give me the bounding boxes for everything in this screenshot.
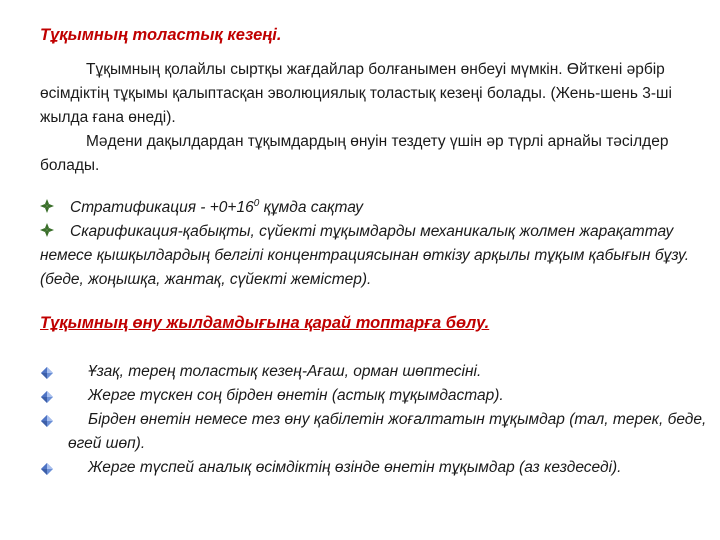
gem-bullet-icon — [40, 460, 54, 474]
stratification-text: Стратификация - +0+16 — [70, 199, 254, 217]
group-item-text: Бірден өнетін немесе тез өну қабілетін жоғалтатын тұқымдар (тал, терек, беде, өгей шөп). — [68, 411, 707, 452]
groups-list — [40, 360, 720, 480]
list-item — [40, 456, 720, 480]
intro-paragraph — [40, 58, 710, 178]
stratification-text-end: құмда сақтау — [259, 199, 364, 217]
gem-bullet-icon — [40, 388, 54, 402]
degree-superscript: 0 — [253, 198, 260, 209]
list-item — [40, 408, 720, 456]
diamond-bullet-icon — [40, 223, 54, 237]
section-title-germination-groups: Тұқымның өну жылдамдығына қарай топтарға бөлу. — [40, 314, 490, 332]
paragraph-methods: Мәдени дақылдардан тұқымдардың өнуін тездету үшін әр түрлі арнайы тәсілдер болады. — [40, 133, 669, 174]
group-item-text: Жерге түскен соң бірден өнетін (астық тұқымдастар). — [88, 387, 504, 404]
section-title-dormancy: Тұқымның толастық кезеңі. — [40, 26, 282, 44]
list-item — [40, 384, 720, 408]
list-item — [40, 220, 712, 292]
list-item — [40, 360, 720, 384]
list-item — [40, 192, 712, 220]
paragraph-dormancy: Тұқымның қолайлы сыртқы жағдайлар болғанымен өнбеуі мүмкін. Өйткені әрбір өсімдіктің тұқымы қалыптасқан эволюциялық толастық кезеңі болады. (Жень-шень 3-ші жылда ғана өнеді). — [40, 61, 672, 126]
diamond-bullet-icon — [40, 199, 54, 213]
group-item-text: Жерге түспей аналық өсімдіктің өзінде өнетін тұқымдар (аз кездеседі). — [88, 459, 622, 476]
gem-bullet-icon — [40, 412, 54, 426]
group-item-text: Ұзақ, терең толастық кезең-Ағаш, орман шөптесіні. — [88, 363, 482, 380]
scarification-text: Скарификация-қабықты, сүйекті тұқымдарды механикалық жолмен жарақаттау немесе қышқылдардың белгілі концентрациясынан өткізу арқылы тұқым қабығын бұзу. (беде, жоңышқа, жантақ, сүйекті жемістер). — [40, 223, 690, 289]
gem-bullet-icon — [40, 364, 54, 378]
methods-list — [40, 192, 712, 292]
